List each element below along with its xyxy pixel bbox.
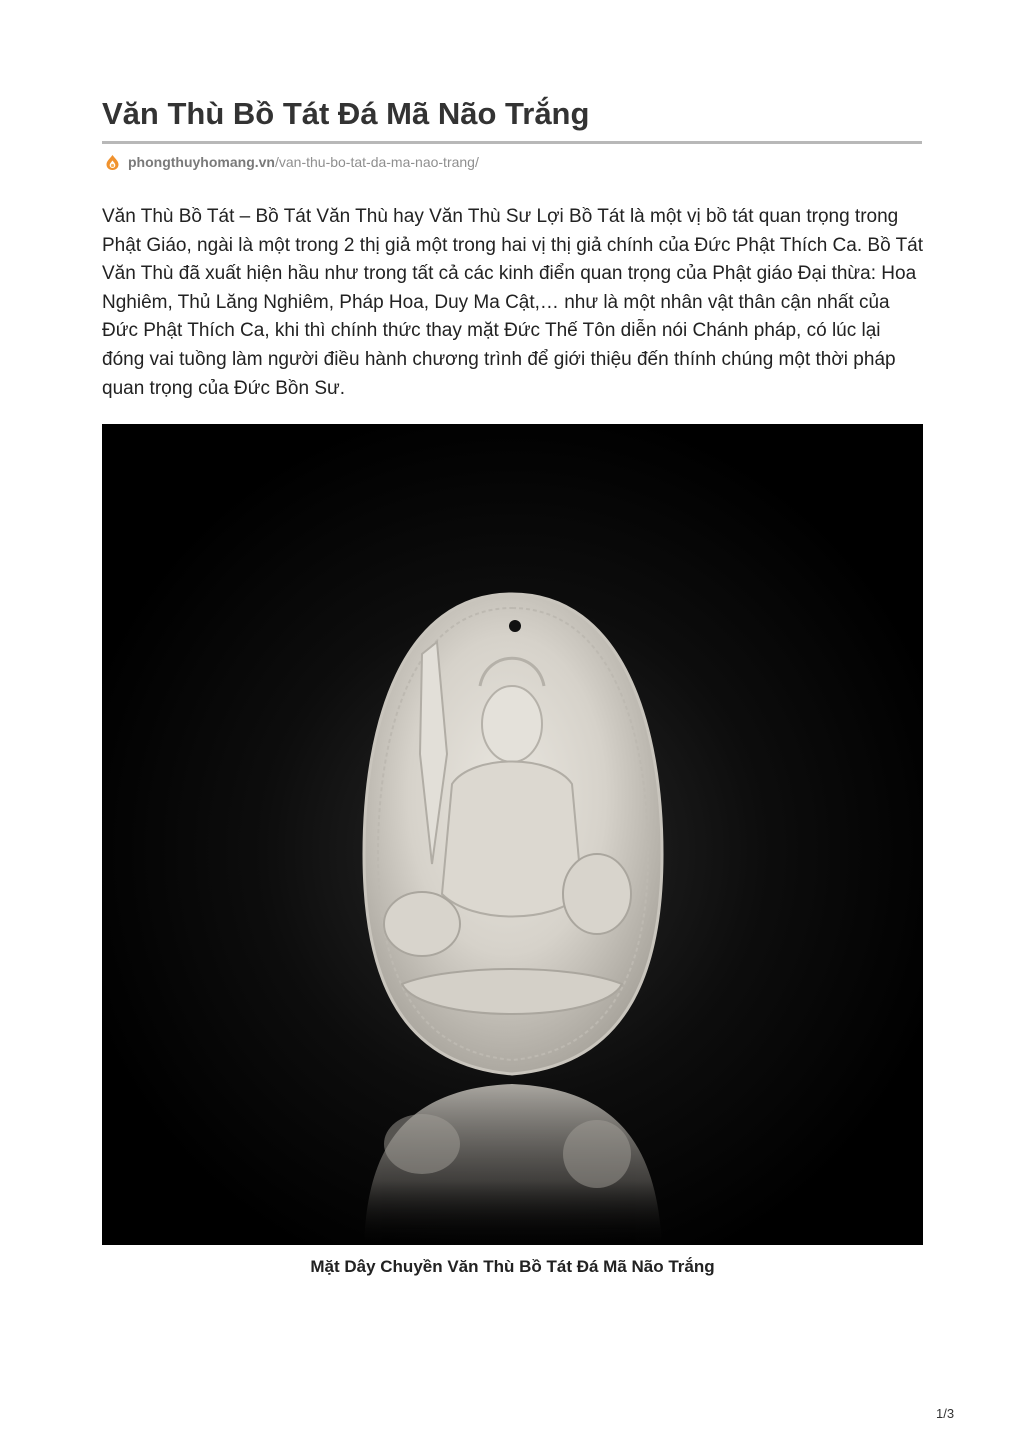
- source-path: /van-thu-bo-tat-da-ma-nao-trang/: [274, 154, 479, 170]
- figure-caption: Mặt Dây Chuyền Văn Thù Bồ Tát Đá Mã Não Trắng: [310, 1257, 715, 1276]
- pendant-stone: [364, 594, 662, 1074]
- title-divider: [102, 141, 922, 144]
- page-title: Văn Thù Bồ Tát Đá Mã Não Trắng: [102, 96, 590, 131]
- source-domain: phongthuyhomang.vn: [128, 154, 275, 170]
- agate-pendant-photo: [102, 424, 923, 1245]
- flame-drop-icon: [104, 154, 121, 171]
- source-link[interactable]: [104, 152, 479, 172]
- article-paragraph: Văn Thù Bồ Tát – Bồ Tát Văn Thù hay Văn Thù Sư Lợi Bồ Tát là một vị bồ tát quan trọng trong Phật Giáo, ngài là một trong 2 thị giả một trong hai vị thị giả chính của Đức Phật Thích Ca. Bồ Tát Văn Thù đã xuất hiện hầu như trong tất cả các kinh điển quan trọng của Phật giáo Đại thừa: Hoa Nghiêm, Thủ Lăng Nghiêm, Pháp Hoa, Duy Ma Cật,… như là một nhân vật thân cận nhất của Đức Phật Thích Ca, khi thì chính thức thay mặt Đức Thế Tôn diễn nói Chánh pháp, có lúc lại đóng vai tuồng làm người điều hành chương trình để giới thiệu đến thính chúng một thời pháp quan trọng của Đức Bồn Sư.: [102, 206, 924, 399]
- page-number: 1/3: [936, 1406, 955, 1421]
